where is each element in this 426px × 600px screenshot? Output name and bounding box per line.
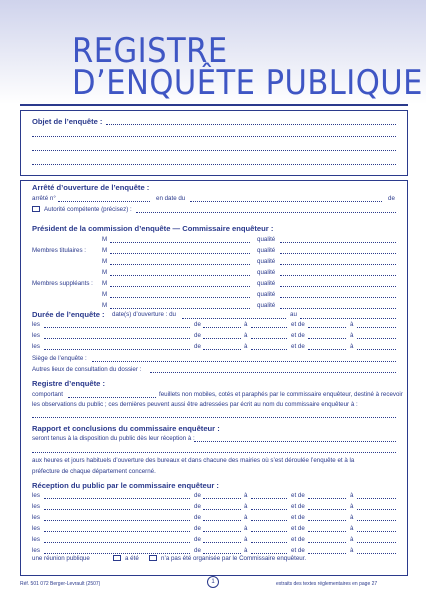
duree-du-field[interactable] [182, 318, 286, 319]
footer-ref: Réf. 501 072 Berger-Levrault (2507) [20, 581, 101, 587]
a-label: à [244, 514, 248, 521]
a-label: à [350, 536, 354, 543]
de-label: de [194, 343, 201, 350]
de-label: de [194, 503, 201, 510]
m-label: M [102, 280, 108, 287]
objet-field[interactable] [32, 136, 396, 137]
objet-field[interactable] [106, 124, 396, 125]
member-name-field[interactable] [110, 253, 250, 254]
hour-to2-field[interactable] [357, 327, 396, 328]
hour-from-field[interactable] [203, 520, 241, 521]
date-field[interactable] [44, 553, 190, 554]
hour-to-field[interactable] [251, 327, 287, 328]
les-label: les [32, 525, 40, 532]
a-label: à [350, 332, 354, 339]
a-label: à [244, 321, 248, 328]
m-label: M [102, 302, 108, 309]
hour-to2-field[interactable] [357, 520, 396, 521]
a-label: à [244, 525, 248, 532]
hour-to2-field[interactable] [357, 553, 396, 554]
objet-field[interactable] [32, 150, 396, 151]
et-de-label: et de [291, 514, 305, 521]
de-label: de [194, 492, 201, 499]
les-label: les [32, 536, 40, 543]
page-number-text: 1 [211, 579, 215, 585]
date-field[interactable] [44, 349, 190, 350]
registre-line2: les observations du public ; ces dernières peuvent aussi être adressées par écrit au nom du commissaire enquêteur à : [32, 401, 358, 408]
footer-extraits: extraits des textes réglementaires en page 27 [276, 581, 378, 587]
arrete-no-label: arrêté n° [32, 195, 56, 202]
a-label: à [350, 503, 354, 510]
hour-from-field[interactable] [203, 542, 241, 543]
president-heading: Président de la commission d’enquête — Commissaire enquêteur : [32, 224, 274, 233]
registre-address-field[interactable] [32, 417, 396, 418]
rapport-heading: Rapport et conclusions du commissaire enquêteur : [32, 424, 220, 433]
member-qualite-field[interactable] [280, 308, 396, 309]
a-label: à [244, 343, 248, 350]
date-field[interactable] [44, 327, 190, 328]
et-de-label: et de [291, 492, 305, 499]
les-label: les [32, 514, 40, 521]
autorite-field[interactable] [136, 212, 396, 213]
arrete-date-field[interactable] [190, 201, 382, 202]
les-label: les [32, 332, 40, 339]
date-field[interactable] [44, 498, 190, 499]
header-rule [20, 104, 408, 106]
hour-from2-field[interactable] [308, 553, 346, 554]
hour-to-field[interactable] [251, 509, 287, 510]
rapport-line2: aux heures et jours habituels d’ouverture des bureaux et dans chacune des mairies où s’est déroulée l’enquête et à la [32, 457, 355, 464]
date-field[interactable] [44, 520, 190, 521]
hour-from-field[interactable] [203, 509, 241, 510]
suppleants-label: Membres suppléants : [32, 280, 93, 287]
a-label: à [350, 547, 354, 554]
comportant-label: comportant [32, 391, 63, 398]
a-ete-checkbox[interactable] [113, 555, 121, 561]
hour-to2-field[interactable] [357, 542, 396, 543]
autorite-checkbox[interactable] [32, 206, 40, 212]
reunion-label: une réunion publique [32, 555, 90, 562]
qualite-label: qualité [257, 258, 276, 265]
de-label: de [194, 321, 201, 328]
hour-from-field[interactable] [203, 327, 241, 328]
hour-from2-field[interactable] [308, 338, 346, 339]
hour-from-field[interactable] [203, 553, 241, 554]
president-name-field[interactable] [110, 242, 250, 243]
autres-lieux-label: Autres lieux de consultation du dossier : [32, 366, 142, 373]
qualite-label: qualité [257, 291, 276, 298]
hour-from2-field[interactable] [308, 327, 346, 328]
qualite-label: qualité [257, 302, 276, 309]
m-label: M [102, 269, 108, 276]
hour-to-field[interactable] [251, 349, 287, 350]
hour-to2-field[interactable] [357, 509, 396, 510]
date-field[interactable] [44, 509, 190, 510]
title-line-2: D’ENQUÊTE PUBLIQUE [72, 63, 423, 103]
date-field[interactable] [44, 338, 190, 339]
m-label: M [102, 236, 108, 243]
na-pas-ete-checkbox[interactable] [149, 555, 157, 561]
hour-from-field[interactable] [203, 349, 241, 350]
titulaires-label: Membres titulaires : [32, 247, 86, 254]
m-label: M [102, 247, 108, 254]
hour-from-field[interactable] [203, 531, 241, 532]
les-label: les [32, 492, 40, 499]
de-label: de [194, 514, 201, 521]
a-label: à [350, 343, 354, 350]
hour-to2-field[interactable] [357, 498, 396, 499]
hour-from2-field[interactable] [308, 531, 346, 532]
member-name-field[interactable] [110, 308, 250, 309]
title-line-1: REGISTRE [72, 31, 228, 71]
hour-from-field[interactable] [203, 498, 241, 499]
member-qualite-field[interactable] [280, 286, 396, 287]
et-de-label: et de [291, 321, 305, 328]
objet-label: Objet de l’enquête : [32, 117, 103, 126]
a-label: à [350, 514, 354, 521]
en-date-du-label: en date du [156, 195, 186, 202]
a-label: à [350, 321, 354, 328]
hour-to-field[interactable] [251, 338, 287, 339]
hour-to2-field[interactable] [357, 338, 396, 339]
reception-heading: Réception du public par le commissaire enquêteur : [32, 481, 219, 490]
member-qualite-field[interactable] [280, 253, 396, 254]
et-de-label: et de [291, 547, 305, 554]
a-label: à [244, 547, 248, 554]
duree-heading: Durée de l’enquête : [32, 310, 105, 319]
registre-heading: Registre d’enquête : [32, 379, 105, 388]
a-label: à [244, 503, 248, 510]
member-qualite-field[interactable] [280, 275, 396, 276]
les-label: les [32, 343, 40, 350]
et-de-label: et de [291, 503, 305, 510]
hour-to-field[interactable] [251, 498, 287, 499]
hour-to-field[interactable] [251, 531, 287, 532]
de-label: de [194, 525, 201, 532]
hour-from2-field[interactable] [308, 520, 346, 521]
member-name-field[interactable] [110, 286, 250, 287]
les-label: les [32, 321, 40, 328]
rapport-place-field[interactable] [32, 452, 396, 453]
m-label: M [102, 258, 108, 265]
member-name-field[interactable] [110, 275, 250, 276]
feuillets-count-field[interactable] [68, 397, 156, 398]
a-label: à [244, 536, 248, 543]
duree-dates-label: date(s) d’ouverture : du [112, 311, 176, 318]
les-label: les [32, 547, 40, 554]
date-field[interactable] [44, 531, 190, 532]
de-label: de [194, 332, 201, 339]
hour-to-field[interactable] [251, 553, 287, 554]
au-label: au [290, 311, 297, 318]
a-label: à [244, 492, 248, 499]
a-ete-label: a été [125, 555, 139, 562]
a-label: à [350, 525, 354, 532]
member-name-field[interactable] [110, 297, 250, 298]
hour-from2-field[interactable] [308, 498, 346, 499]
a-label: à [350, 492, 354, 499]
page-number [207, 576, 219, 588]
hour-to-field[interactable] [251, 542, 287, 543]
de-label: de [194, 536, 201, 543]
arrete-heading: Arrêté d’ouverture de l’enquête : [32, 183, 150, 192]
autorite-label: Autorité compétente (précisez) : [44, 206, 132, 213]
rapport-line1: seront tenus à la disposition du public dès leur réception à : [32, 435, 195, 442]
qualite-label: qualité [257, 280, 276, 287]
na-pas-ete-label: n’a pas été organisée par le Commissaire enquêteur. [161, 555, 307, 562]
date-field[interactable] [44, 542, 190, 543]
member-qualite-field[interactable] [280, 297, 396, 298]
rapport-place-field[interactable] [194, 441, 396, 442]
autres-lieux-field[interactable] [150, 372, 396, 373]
president-qualite-field[interactable] [280, 242, 396, 243]
et-de-label: et de [291, 536, 305, 543]
de-label: de [194, 547, 201, 554]
hour-to-field[interactable] [251, 520, 287, 521]
rapport-line3: préfecture de chaque département concerné. [32, 468, 156, 475]
a-label: à [244, 332, 248, 339]
hour-from-field[interactable] [203, 338, 241, 339]
hour-to2-field[interactable] [357, 531, 396, 532]
siege-label: Siège de l’enquête : [32, 355, 87, 362]
hour-from2-field[interactable] [308, 509, 346, 510]
objet-field[interactable] [32, 164, 396, 165]
member-qualite-field[interactable] [280, 264, 396, 265]
hour-from2-field[interactable] [308, 349, 346, 350]
m-label: M [102, 291, 108, 298]
duree-au-field[interactable] [300, 318, 396, 319]
hour-from2-field[interactable] [308, 542, 346, 543]
arrete-no-field[interactable] [58, 201, 150, 202]
registre-line1: feuillets non mobiles, cotés et paraphés par le commissaire enquêteur, destiné à recevoir [159, 391, 403, 398]
et-de-label: et de [291, 332, 305, 339]
member-name-field[interactable] [110, 264, 250, 265]
qualite-label: qualité [257, 269, 276, 276]
et-de-label: et de [291, 525, 305, 532]
siege-field[interactable] [92, 361, 396, 362]
les-label: les [32, 503, 40, 510]
et-de-label: et de [291, 343, 305, 350]
hour-to2-field[interactable] [357, 349, 396, 350]
qualite-label: qualité [257, 236, 276, 243]
qualite-label: qualité [257, 247, 276, 254]
de-label: de [388, 195, 395, 202]
